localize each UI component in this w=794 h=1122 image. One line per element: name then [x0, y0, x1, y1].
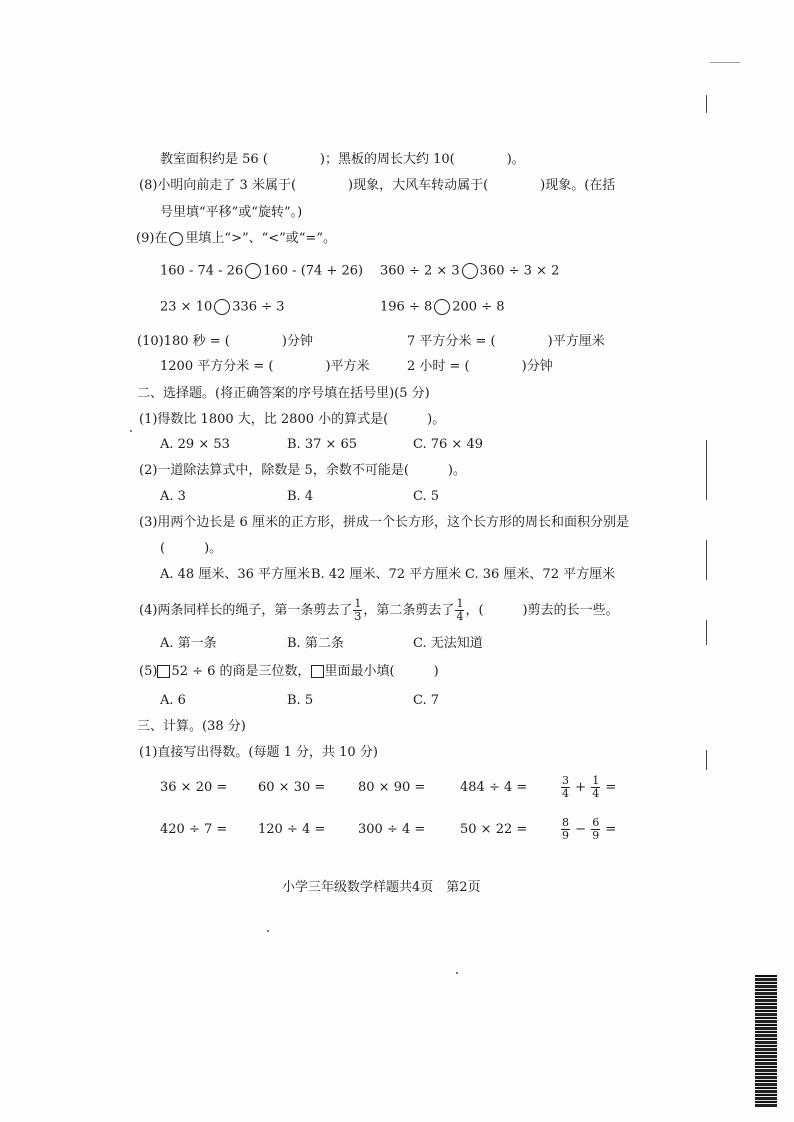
s2-q1-option-c: C. 76 × 49	[413, 437, 483, 452]
section3-title: 三、计算。(38 分)	[137, 719, 246, 734]
scan-edge-line	[706, 750, 707, 770]
s2-q4-stem: (4)两条同样长的绳子，第一条剪去了 $\frac{1}{3}$ ，第二条剪去了 $\frac{1}{4}$ ，( )剪去的长一些。	[139, 597, 619, 623]
s2-q3-option-b: B. 42 厘米、72 平方厘米	[311, 567, 462, 582]
q10-a: (10)180 秒 = ( )分钟	[137, 334, 313, 349]
s2-q3-stem-line2: ( )。	[160, 541, 223, 556]
blank-square-icon	[157, 665, 170, 678]
q9-row2-left: 23 × 10 336 ÷ 3	[160, 299, 285, 315]
q8-line2: 号里填“平移”或“旋转”。)	[160, 205, 303, 220]
q10-b: 7 平方分米 = ( )平方厘米	[407, 334, 605, 349]
s2-q5-option-b: B. 5	[287, 693, 314, 708]
s2-q2-option-a: A. 3	[160, 489, 186, 504]
calc-r1-3: 80 × 90 =	[358, 780, 426, 795]
s2-q5-option-a: A. 6	[160, 693, 186, 708]
scan-edge-line	[706, 95, 707, 113]
q10-c: 1200 平方分米 = ( )平方米	[160, 359, 370, 374]
s2-q2-option-b: B. 4	[287, 489, 314, 504]
continuation-line: 教室面积约是 56 ( )；黑板的周长大约 10( )。	[160, 152, 525, 167]
s2-q1-option-b: B. 37 × 65	[287, 437, 358, 452]
fraction-one-quarter: $\frac{1}{4}$	[456, 597, 464, 623]
s3-sub1: (1)直接写出得数。(每题 1 分，共 10 分)	[139, 745, 378, 760]
scan-speck	[130, 430, 132, 432]
scan-speck	[456, 972, 458, 974]
s2-q1-stem: (1)得数比 1800 大，比 2800 小的算式是( )。	[139, 412, 446, 427]
calc-r1-1: 36 × 20 =	[160, 780, 228, 795]
q8-line1: (8)小明向前走了 3 米属于( )现象，大风车转动属于( )现象。(在括	[139, 178, 616, 193]
calc-r1-4: 484 ÷ 4 =	[460, 780, 528, 795]
calc-r1-2: 60 × 30 =	[258, 780, 326, 795]
q9-row2-right: 196 ÷ 8 200 ÷ 8	[380, 299, 505, 315]
s2-q4-option-c: C. 无法知道	[413, 636, 483, 651]
compare-circle-icon[interactable]	[245, 263, 261, 279]
calc-r2-1: 420 ÷ 7 =	[160, 822, 228, 837]
q9-row1-right: 360 ÷ 2 × 3 360 ÷ 3 × 2	[380, 263, 560, 279]
fraction-one-third: $\frac{1}{3}$	[354, 597, 362, 623]
compare-circle-icon[interactable]	[214, 299, 230, 315]
s2-q2-stem: (2)一道除法算式中，除数是 5，余数不可能是( )。	[139, 463, 466, 478]
s2-q3-option-a: A. 48 厘米、36 平方厘米	[160, 567, 311, 582]
s2-q3-option-c: C. 36 厘米、72 平方厘米	[465, 567, 616, 582]
calc-r1-fraction: $\frac{3}{4}$ + $\frac{1}{4}$ =	[562, 774, 617, 800]
fraction: $\frac{6}{9}$	[592, 816, 600, 842]
barcode-strip	[755, 975, 777, 1107]
s2-q4-option-a: A. 第一条	[160, 636, 217, 651]
compare-circle-icon	[169, 232, 183, 246]
s2-q3-stem-line1: (3)用两个边长是 6 厘米的正方形，拼成一个长方形，这个长方形的周长和面积分别是	[139, 515, 629, 530]
fraction: $\frac{8}{9}$	[562, 816, 569, 842]
s2-q1-option-a: A. 29 × 53	[160, 437, 230, 452]
page-footer: 小学三年级数学样题共4页 第2页	[282, 880, 481, 895]
fraction: $\frac{1}{4}$	[592, 774, 600, 800]
s2-q5-option-c: C. 7	[413, 693, 440, 708]
s2-q5-stem: (5) 52 ÷ 6 的商是三位数， 里面最小填( )	[139, 664, 439, 679]
blank-square-icon	[311, 665, 324, 678]
s2-q4-option-b: B. 第二条	[287, 636, 344, 651]
scan-edge-line	[710, 62, 740, 63]
compare-circle-icon[interactable]	[462, 263, 478, 279]
scan-edge-line	[706, 440, 707, 500]
scan-speck	[267, 930, 269, 932]
scan-edge-line	[706, 620, 707, 645]
section2-title: 二、选择题。(将正确答案的序号填在括号里)(5 分)	[137, 386, 430, 401]
calc-r2-3: 300 ÷ 4 =	[358, 822, 426, 837]
q9-prompt: (9)在 里填上“>”、“<”或“=”。	[136, 231, 336, 246]
fraction: $\frac{3}{4}$	[562, 774, 569, 800]
calc-r2-fraction: $\frac{8}{9}$ − $\frac{6}{9}$ =	[562, 816, 617, 842]
compare-circle-icon[interactable]	[434, 299, 450, 315]
s2-q2-option-c: C. 5	[413, 489, 440, 504]
calc-r2-4: 50 × 22 =	[460, 822, 528, 837]
calc-r2-2: 120 ÷ 4 =	[258, 822, 326, 837]
q10-d: 2 小时 = ( )分钟	[407, 359, 553, 374]
scan-edge-line	[706, 540, 707, 580]
q9-row1-left: 160 - 74 - 26 160 - (74 + 26)	[160, 263, 364, 279]
